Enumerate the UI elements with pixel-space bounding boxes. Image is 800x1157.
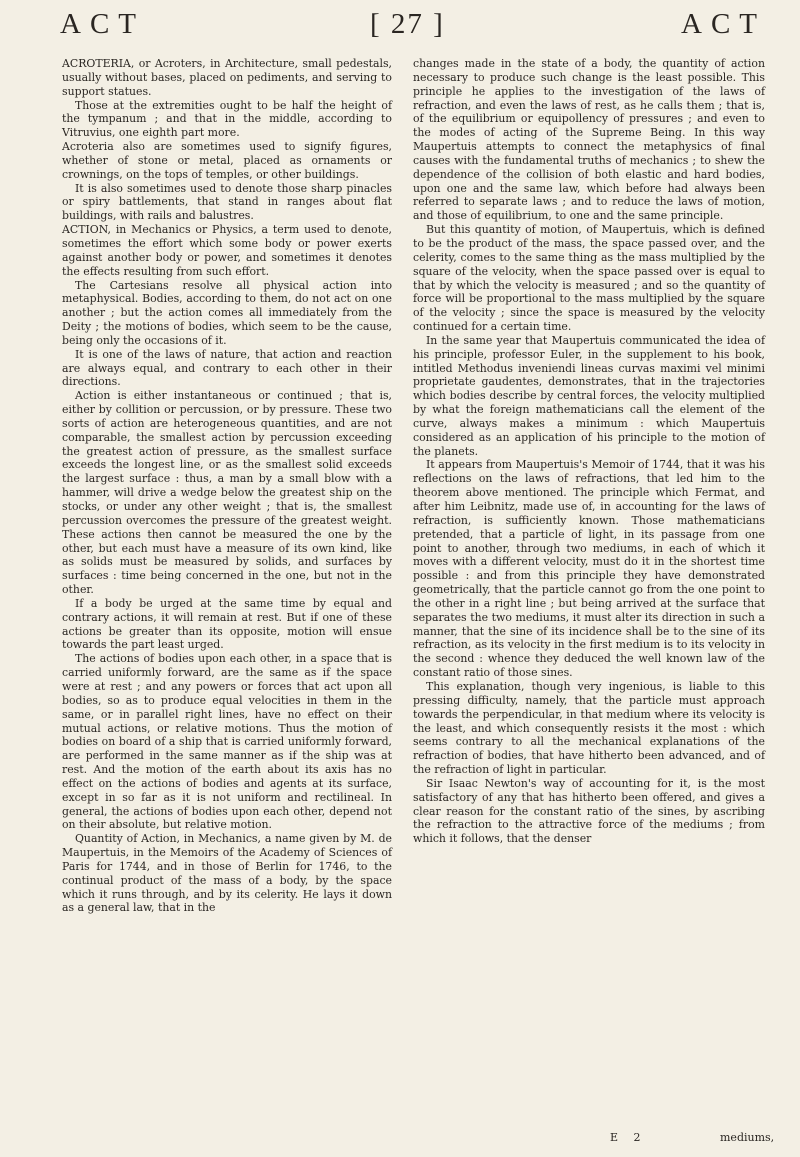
paragraph: Acroteria also are sometimes used to signify figures, whether of stone or metal, placed as ornaments or crownings, on the tops of temples, or other buildings. [62, 140, 392, 181]
paragraph: Quantity of Action, in Mechanics, a name given by M. de Maupertuis, in the Memoirs of the Academy of Sciences of Paris for 1744, and in those of Berlin for 1746, to the continual product of the mass of a body, by the space which it runs through, and by its celerity. He lays it down as a general law, that in the [62, 832, 392, 915]
paragraph: If a body be urged at the same time by equal and contrary actions, it will remain at rest. But if one of these actions be greater than its opposite, motion will ensue towards the part least urged. [62, 596, 392, 652]
paragraph: It is one of the laws of nature, that action and reaction are always equal, and contrary to each other in their directions. [62, 347, 392, 389]
signature-mark: E 2 [610, 1131, 647, 1144]
right-column [413, 57, 765, 846]
header-right: ACT [681, 8, 766, 40]
paragraph: Action is either instantaneous or continued ; that is, either by collition or percussion, or by pressure. These two sorts of action are heterogeneous quantities, and are not comparable, the smallest action by percussion exceeding the greatest action of pressure, as the smallest surface exceeds the longest line, or as the smallest solid exceeds the largest surface : thus, a man by a small blow with a hammer, will drive a wedge below the greatest ship on the stocks, or under any other weight ; that is, the smallest percussion overcomes the pressure of the greatest weight. These actions then cannot be measured the one by the other, but each must have a measure of its own kind, like as solids must be measured by solids, and surfaces by surfaces : time being concerned in the one, but not in the other. [62, 389, 392, 597]
paragraph: The actions of bodies upon each other, in a space that is carried uniformly forward, are the same as if the space were at rest ; and any powers or forces that act upon all bodies, so as to produce equal velocities in them in the same, or in parallel right lines, have no effect on their mutual actions, or relative motions. Thus the motion of bodies on board of a ship that is carried uniformly forward, are performed in the same manner as if the ship was at rest. And the motion of the earth about its axis has no effect on the actions of bodies and agents at its surface, except in so far as it is not uniform and rectilineal. In general, the actions of bodies upon each other, depend not on their absolute, but relative motion. [62, 652, 392, 832]
paragraph: In the same year that Maupertuis communicated the idea of his principle, professor Euler, in the supplement to his book, intitled Methodus inveniendi lineas curvas maximi vel minimi proprietate gaudentes, demonstrates, that in the trajectories which bodies describe by central forces, the velocity multiplied by what the foreign mathematicians call the element of the curve, always makes a minimum : which Maupertuis considered as an application of his principle to the motion of the planets. [413, 333, 765, 458]
paragraph: It appears from Maupertuis's Memoir of 1744, that it was his reflections on the laws of refractions, that led him to the theorem above mentioned. The principle which Fermat, and after him Leibnitz, made use of, in accounting for the laws of refraction, is sufficiently known. Those mathematicians pretended, that a particle of light, in its passage from one point to another, through two mediums, in each of which it moves with a different velocity, must do it in the shortest time possible : and from this principle they have demonstrated geometrically, that the particle cannot go from the one point to the other in a right line ; but being arrived at the surface that separates the two mediums, it must alter its direction in such a manner, that the sine of its incidence shall be to the sine of its refraction, as its velocity in the first medium is to its velocity in the second : whence they deduced the well known law of the constant ratio of those sines. [413, 458, 765, 680]
paragraph: Sir Isaac Newton's way of accounting for it, is the most satisfactory of any that has hitherto been offered, and gives a clear reason for the constant ratio of the sines, by ascribing the refraction to the attractive force of the mediums ; from which it follows, that the denser [413, 776, 765, 846]
paragraph: Those at the extremities ought to be half the height of the tympanum ; and that in the middle, according to Vitruvius, one eighth part more. [62, 98, 392, 140]
left-column [62, 57, 392, 915]
paragraph: ACTION, in Mechanics or Physics, a term used to denote, sometimes the effort which some body or power exerts against another body or power, and sometimes it denotes the effects resulting from such effort. [62, 223, 392, 278]
paragraph: This explanation, though very ingenious, is liable to this pressing difficulty, namely, that the particle must approach towards the perpendicular, in that medium where its velocity is the least, and which consequently resists it the most : which seems contrary to all the mechanical explanations of the refraction of bodies, that have hitherto been advanced, and of the refraction of light in particular. [413, 679, 765, 777]
paragraph: changes made in the state of a body, the quantity of action necessary to produce such change is the least possible. This principle he applies to the investigation of the laws of refraction, and even the laws of rest, as he calls them ; that is, of the equilibrium or equipollency of pressures ; and even to the modes of acting of the Supreme Being. In this way Maupertuis attempts to connect the metaphysics of final causes with the fundamental truths of mechanics ; to shew the dependence of the collision of both elastic and hard bodies, upon one and the same law, which before had always been referred to separate laws ; and to reduce the laws of motion, and those of equilibrium, to one and the same principle. [413, 57, 765, 223]
page-number: [ 27 ] [370, 8, 445, 40]
paragraph: But this quantity of motion, of Maupertuis, which is defined to be the product of the mass, the space passed over, and the celerity, comes to the same thing as the mass multiplied by the square of the velocity, when the space passed over is equal to that by which the velocity is measured ; and so the quantity of force will be proportional to the mass multiplied by the square of the velocity ; since the space is measured by the velocity continued for a certain time. [413, 223, 765, 334]
running-header [60, 8, 766, 46]
header-left: ACT [60, 8, 145, 40]
paragraph: ACROTERIA, or Acroters, in Architecture, small pedestals, usually without bases, placed on pediments, and serving to support statues. [62, 57, 392, 98]
paragraph: The Cartesians resolve all physical action into metaphysical. Bodies, according to them, do not act on one another ; but the action comes all immediately from the Deity ; the motions of bodies, which seem to be the cause, being only the occasions of it. [62, 278, 392, 347]
paragraph: It is also sometimes used to denote those sharp pinacles or spiry battlements, that stand in ranges about flat buildings, with rails and balustres. [62, 181, 392, 223]
catchword: mediums, [720, 1131, 775, 1144]
